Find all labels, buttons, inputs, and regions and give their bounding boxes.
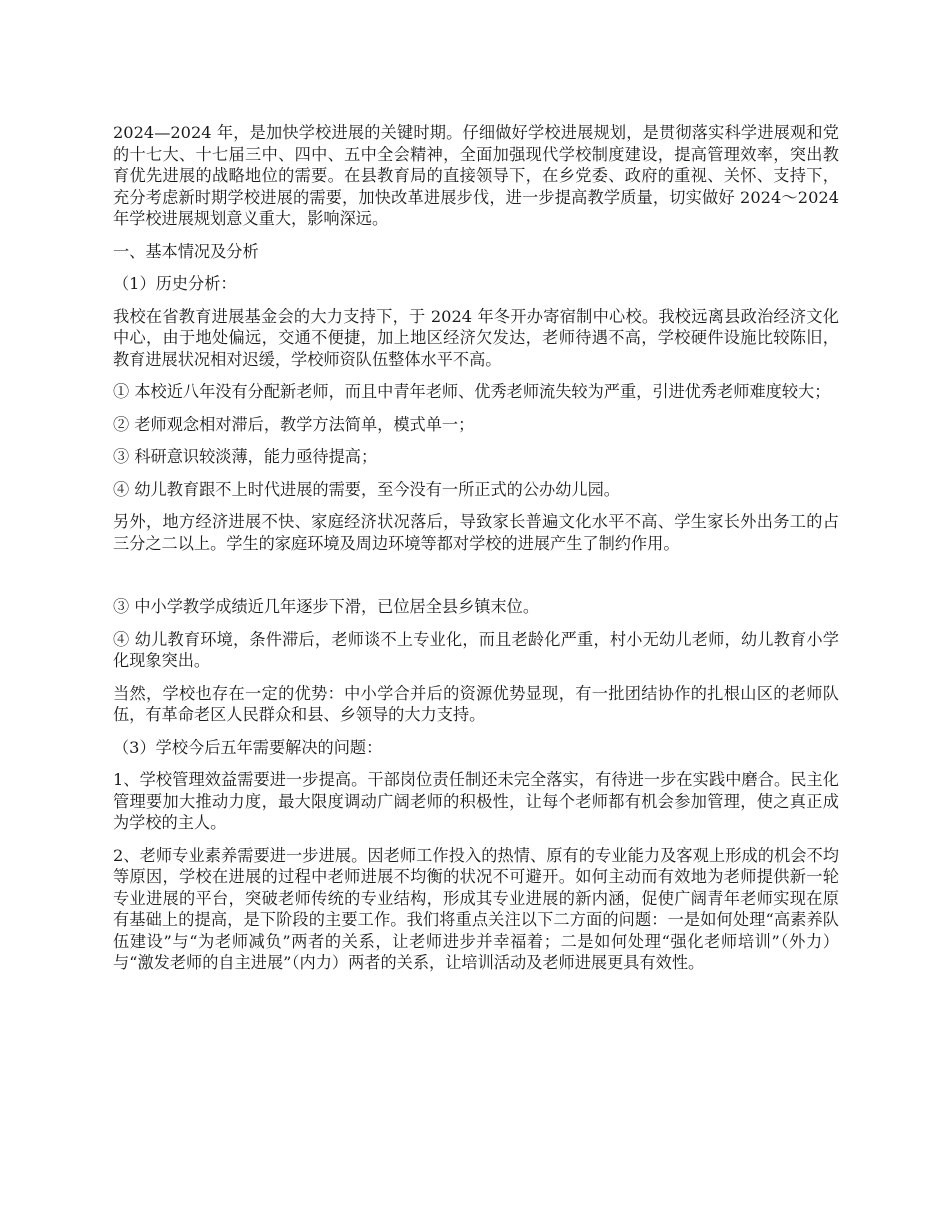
list-item: ③ 中小学教学成绩近几年逐步下滑，已位居全县乡镇末位。	[113, 597, 540, 616]
section-heading-basic-situation: 一、基本情况及分析	[113, 241, 259, 261]
list-item: ④ 幼儿教育环境，条件滞后，老师谈不上专业化，而且老龄化严重，村小无幼儿老师，幼儿教育小学化现象突出。	[113, 629, 839, 670]
intro-paragraph: 2024—2024 年，是加快学校进展的关键时期。仔细做好学校进展规划，是贯彻落实科学进展观和党的十七大、十七届三中、四中、五中全会精神，全面加强现代学校制度建设，提高管理效率，突出教育优先进展的战略地位的需要。在县教育局的直接领导下，在乡党委、政府的重视、关怀、支持下，充分考虑新时期学校进展的需要，加快改革进展步伐，进一步提高教学质量，切实做好 2024～2024 年学校进展规划意义重大，影响深远。	[113, 123, 839, 228]
strengths-paragraph: 当然，学校也存在一定的优势：中小学合并后的资源优势显现，有一批团结协作的扎根山区的老师队伍，有革命老区人民群众和县、乡领导的大力支持。	[113, 683, 839, 724]
history-paragraph: 我校在省教育进展基金会的大力支持下，于 2024 年冬开办寄宿制中心校。我校远离县政治经济文化中心，由于地处偏远，交通不便捷，加上地区经济欠发达，老师待遇不高，学校硬件设施比较陈旧，教育进展状况相对迟缓，学校师资队伍整体水平不高。	[113, 306, 839, 369]
list-item: ① 本校近八年没有分配新老师，而且中青年老师、优秀老师流失较为严重，引进优秀老师难度较大；	[113, 382, 831, 401]
subheading-problems: （3）学校今后五年需要解决的问题：	[113, 737, 383, 757]
additional-factors-paragraph: 另外，地方经济进展不快、家庭经济状况落后，导致家长普遍文化水平不高、学生家长外出务工的占三分之二以上。学生的家庭环境及周边环境等都对学校的进展产生了制约作用。	[113, 512, 839, 553]
subheading-history-analysis: （1）历史分析：	[113, 274, 237, 293]
list-item: ② 老师观念相对滞后，教学方法简单，模式单一；	[113, 414, 475, 434]
problem-item: 2、老师专业素养需要进一步进展。因老师工作投入的热情、原有的专业能力及客观上形成的机会不均等原因，学校在进展的过程中老师进展不均衡的状况不可避开。如何主动而有效地为老师提供新一轮专业进展的平台，突破老师传统的专业结构，形成其专业进展的新内涵，促使广阔青年老师实现在原有基础上的提高，是下阶段的主要工作。我们将重点关注以下二方面的问题：一是如何处理“高素养队伍建设”与“为老师减负”两者的关系，让老师进步并幸福着；二是如何处理“强化老师培训”（外力）与“激发老师的自主进展”（内力）两者的关系，让培训活动及老师进展更具有效性。	[113, 845, 839, 972]
list-item: ③ 科研意识较淡薄，能力亟待提高；	[113, 447, 378, 466]
blank-gap	[113, 565, 839, 596]
problem-item: 1、学校管理效益需要进一步提高。干部岗位责任制还未完全落实，有待进一步在实践中磨合。民主化管理要加大推动力度，最大限度调动广阔老师的积极性，让每个老师都有机会参加管理，使之真正成为学校的主人。	[113, 770, 839, 832]
document-body	[113, 122, 839, 985]
list-item: ④ 幼儿教育跟不上时代进展的需要，至今没有一所正式的公办幼儿园。	[113, 479, 620, 499]
